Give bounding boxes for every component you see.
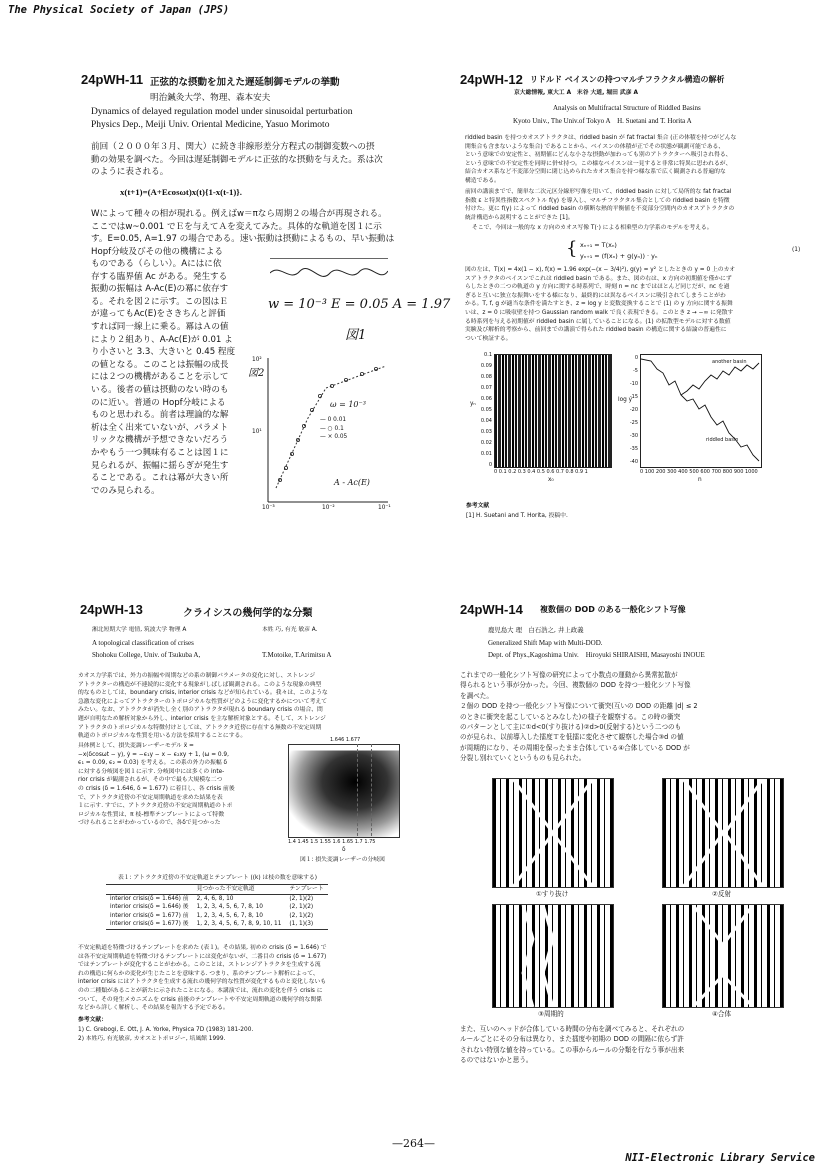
equation-number: (1) — [792, 247, 801, 253]
plot-legend — [320, 416, 347, 442]
handwritten-params: w = 10⁻³ E = 0.05 A = 1.97 — [268, 297, 451, 312]
text-line: り小さいと 3.3、大きいと 0.45 程度 — [91, 347, 236, 358]
tick-label: 0.09 — [480, 363, 492, 369]
fig-left-xlabel: x₀ — [548, 477, 554, 483]
text-line: のように表される。 — [91, 167, 169, 178]
caption-3: ③周期的 — [538, 1010, 564, 1018]
affiliation-en: Dept. of Phys.,Kagoshima Univ. Hiroyuki SHIRAISHI, Masayoshi INOUE — [488, 651, 705, 659]
text-line: ついて検証する。 — [465, 335, 512, 342]
text-line: ついて、その発生メカニズムを crisis 前後のテンプレートや不安定周期軌道の幾何学的な関係 — [78, 996, 322, 1003]
text-line: の crisis (δ = 1.646, δ = 1.677) に着目し、各 crisis 前後 — [78, 785, 235, 792]
plot-x-left: 10⁻³ — [262, 505, 275, 511]
legend-entry: — 0 0.01 — [320, 417, 347, 423]
text-line: みたい。なお、アトラクタが消失し全く別のアトラクタが現れる boundary crisis の場合、問 — [78, 707, 323, 714]
text-line: は各不安定周期軌道を特徴づけるテンプレートには変化がないが、二番目の crisis (δ = 1.677) — [78, 953, 327, 960]
reference-item: 1) C. Grebogi, E. Ott, J. A. Yorke, Physica 7D (1983) 181-200. — [78, 1027, 254, 1033]
fig-right-label-riddled: riddled basin — [706, 437, 739, 443]
title-en: Analysis on Multifractal Structure of Riddled Basins — [553, 104, 701, 112]
text-line: 的なものとしては、boundary crisis, interior crisis などが知られている。我々は、このような — [78, 690, 328, 697]
fig-right-xticks: 0 100 200 300 400 500 600 700 800 900 1000 — [640, 469, 758, 475]
text-line: 指数 ε と特異性指数スペクトル f(γ) を導入し、マルチフラクタル集合としての riddled basin を特徴 — [465, 197, 730, 204]
tick-label: -15 — [629, 394, 638, 400]
text-line: のが見られ、以前導入した擂度Ｔを低擂に変化させて観察した場合③d の値 — [460, 733, 684, 742]
equation-brace: { — [566, 238, 578, 259]
table-header-cell: テンプレート — [289, 886, 324, 892]
equation-line-1: xₙ₊₁ = T(xₙ) — [580, 241, 617, 249]
fig-right-xlabel: n — [698, 477, 702, 483]
caption-1: ①すり抜け — [536, 890, 569, 898]
figure-periodic — [492, 904, 614, 1008]
text-line: 急激な変化によってアトラクターのトポロジカルな性質がどのように変化するかについて考えて — [78, 698, 328, 705]
text-line: これまでの一般化シフト写像の研究によって小数点の運動から異常拡散が — [460, 671, 678, 679]
text-line: 動の効果を調べた。今回は遅延制御モデルに正弦的な摂動を与えた。系は次 — [91, 154, 383, 165]
tick-label: 0.08 — [480, 374, 492, 380]
text-line: る時系列を与える初期値が riddled basin に属していることになる。(1) の拡散型モデルに対する数値 — [465, 318, 731, 325]
text-line: ϵ₁ = 0.09, ϵ₂ = 0.03) を考える。この系の外力の振幅 δ — [78, 760, 228, 767]
text-line: ることである。これは冪が大きい所 — [91, 473, 229, 484]
text-line: アトラクターの構造が不連続的に変化する現象がしばしば観測される。このような現象の典型 — [78, 681, 322, 688]
fig-right-ylabel: log y — [618, 397, 633, 403]
paragraph-2 — [465, 188, 734, 222]
affiliation-en: Physics Dep., Meiji Univ. Oriental Medicine, Yasuo Morimoto — [91, 120, 330, 130]
text-line: 不安定軌道を特徴づけるテンプレートを求めた (表１)。その結果, 初めの crisis (δ = 1.646) で — [78, 945, 327, 951]
plot-y-top: 10² — [252, 357, 262, 363]
plot-x-mid: 10⁻² — [322, 505, 335, 511]
authors-jp: 本姓 巧, 有光 敏彦 A. — [262, 627, 318, 633]
abstract-title: リドルド ベイスンの持つマルチフラクタル構造の解析 — [530, 75, 725, 84]
tick-label: -25 — [629, 420, 638, 426]
text-line: るのではないかと思う。 — [460, 1056, 533, 1065]
reference-1: [1] H. Suetani and T. Horita, 投稿中. — [466, 513, 568, 519]
abstract-code: 24pWH-14 — [460, 602, 523, 617]
tick-label: 0.01 — [480, 451, 492, 457]
text-line: 題が自明なため解析対象から外し、interior crisis を主な解析対象とする。そして、ストレンジ — [78, 715, 326, 722]
text-line: 付けた。更に f(γ) によって riddled basin の横断な熱的平衡値を不変部分空間内のカオスアトラクタの — [465, 206, 735, 213]
plot-legend-title: ω = 10⁻³ — [330, 400, 366, 409]
abstract-title: 正弦的な摂動を加えた遅延制御モデルの挙動 — [150, 77, 340, 88]
table-cell: interior crisis(δ = 1.677) 前 — [110, 912, 189, 919]
text-line: ものである（らしい）。Aにはに依 — [91, 259, 222, 269]
text-line: 分裂し別れていくというものも見られた。 — [460, 754, 586, 763]
text-line: rior crisis が観測されるが、その中で最も大規模な二つ — [78, 777, 223, 784]
paragraph-2 — [78, 742, 278, 828]
table-cell: 2, 4, 6, 8, 10 — [196, 895, 234, 902]
text-line: １に示す. すでに、アトラクタ近傍の不安定周期軌道のトポ — [78, 803, 233, 810]
text-line: のパターンとして主に①d<0(すり抜ける)②d>0(反射する)という二つのも — [460, 723, 682, 732]
legend-entry: — × 0.05 — [320, 434, 348, 441]
plot-y-mid: 10¹ — [252, 429, 262, 435]
dod-trajectory-icon — [493, 779, 613, 887]
tick-label: 0 — [488, 462, 492, 468]
text-line: でのみ見られる。 — [91, 485, 160, 496]
tick-label: -40 — [629, 459, 638, 465]
table-cell: 1, 2, 3, 4, 5, 6, 7, 8, 9, 10, 11 — [196, 921, 282, 928]
handwritten-fig1: 図1 — [345, 328, 367, 343]
text-line: が周期的になり、その周期を保ったまま合体している④合体している DOD が — [460, 743, 690, 752]
bifurcation-top-labels: 1.646 1.677 — [330, 737, 361, 743]
text-line: 図の左は、T(x) = 4x(1 − x), f(x) = 1.96 exp(−(x − 3/4)²), g(y) = y² としたときの y = 0 上のカオ — [465, 267, 736, 273]
text-line: かる。T, f, g が適当な条件を満たすとき、z = log y と変数変換することで (1) の y 方向に関する振舞 — [465, 301, 733, 308]
text-line: riddled basin を持つカオスアトラクタは、riddled basin が fat fractal 集合 (正の体積を持つがどんな — [465, 135, 737, 141]
tick-label: 0.05 — [480, 407, 492, 413]
text-line: 開集合も含まないような集合) であることから、ベイスンの体積が正でその状態が観測可能である、 — [465, 143, 725, 150]
tick-label: 0.03 — [480, 429, 492, 435]
text-line: が違ってもAc(E)をさきちんと評価 — [91, 309, 226, 320]
text-line: ここではw~0.001 でＥを与えてＡを変えてみた。具体的な軌道を図１に示 — [91, 221, 382, 232]
text-line: という意味での不安定性を同時に併せ持つ。この様なベイスンは一見すると非常に特異に思われるが、 — [465, 160, 732, 167]
abstract-title: クライシスの幾何学的な分類 — [183, 608, 313, 619]
tick-label: -20 — [629, 407, 638, 413]
body-paragraph — [91, 208, 394, 258]
text-line: 構造である。 — [465, 177, 500, 184]
text-line: には２つの機構があることを示して — [91, 372, 229, 383]
tick-label: -30 — [629, 433, 638, 439]
text-line: interior crisis にはアトラクタを生成する流れの幾何学的な性質が変化するものと変化しないも — [78, 979, 327, 986]
caption-4: ④合体 — [712, 1010, 732, 1018]
caption-2: ②反射 — [712, 890, 732, 898]
text-line: ルールごとにその分布は異なり、また擂度や初期の DOD の間隔に依らず許 — [460, 1035, 684, 1044]
authors-jp: 明治鍼灸大学、物理、森本安夫 — [150, 93, 271, 103]
reference-item: 2) 本姓巧, 有光敏彦, カオスとトポロジー, 培風館 1999. — [78, 1035, 226, 1042]
fig-right-label-another: another basin — [712, 359, 747, 365]
text-line: 実験及び解析的考察から、前回までの講演で得られた riddled basin の構造に関する結論の普遍性に — [465, 327, 727, 334]
header-right: NII-Electronic Library Service — [625, 1152, 815, 1164]
figure-1-caption: 図１: 損失変調レーザーの分岐図 — [300, 857, 385, 863]
text-line: 統計構造から説明することができた [1]。 — [465, 214, 574, 221]
text-line: などから詳しく解析し、その結果を報告する予定である。 — [78, 1005, 229, 1012]
text-line: という意味での安定性と、初期値にどんな小さな摂動が加わっても別のアトラクターへ吸引され得る、 — [465, 152, 732, 159]
dod-trajectory-icon — [663, 779, 783, 887]
paragraph-1 — [460, 670, 698, 764]
title-en: Dynamics of delayed regulation model under sinusoidal perturbation — [91, 107, 353, 117]
affiliation-en: Kyoto Univ., The Univ.of Tokyo A H. Suetani and T. Horita A — [513, 117, 692, 125]
table-caption: 表１: アトラクタ近傍の不安定軌道とテンプレート ((k) は枝の数を意味する) — [118, 875, 317, 881]
riddled-basin-image — [494, 354, 612, 468]
text-line: により２組あり、A-Ac(E)が 0.01 よ — [91, 334, 233, 345]
text-line: のの二種類があることが新たに示されたことになる。本講演では、流れの変化を伴う crisis に — [78, 987, 323, 994]
tick-label: -35 — [629, 446, 638, 452]
fig-right-yticks — [626, 352, 638, 469]
title-en: Generalized Shift Map with Multi-DOD. — [488, 639, 603, 647]
dod-trajectory-icon — [663, 905, 783, 1007]
table-cell: interior crisis(δ = 1.646) 前 — [110, 895, 189, 902]
table-cell: (1, 1)(3) — [289, 921, 314, 928]
text-line: 振動の振幅は A-Ac(E)の冪に依存す — [91, 284, 229, 295]
paragraph-3 — [78, 944, 327, 1013]
text-line: のに近い。普通の Hopf分岐による — [91, 397, 226, 408]
bifurcation-xlabel: δ — [342, 847, 346, 853]
text-line: れの構造に何らかの変化が生じたことを意味する. つまり、系のテンプレート解析によって、 — [78, 970, 319, 977]
handwritten-fig2: 図2 — [248, 368, 265, 379]
text-line: −x(δcosωt − y), ẏ = −ϵ₁y − x − ϵ₂xy + 1, (ω = 0.9, — [78, 751, 229, 758]
fig-left-xticks: 0 0.1 0.2 0.3 0.4 0.5 0.6 0.7 0.8 0.9 1 — [494, 469, 588, 475]
abstract-code: 24pWH-13 — [80, 602, 143, 617]
tick-label: 0.02 — [480, 440, 492, 446]
text-line: カオス力学系では、外力の振幅や周期などの系の制御パラメータの変化に対し、ストレンジ — [78, 673, 316, 679]
table-row — [106, 894, 328, 903]
intro-paragraph — [91, 141, 383, 179]
references-list — [78, 1026, 253, 1043]
title-en: A topological classification of crises — [92, 639, 194, 647]
affiliation-en: Shohoku College, Univ. of Tsukuba A, — [92, 651, 201, 659]
text-line: 得られるという事が分かった。今回、複数個の DOD を持つ一般化シフト写像 — [460, 681, 691, 690]
figure-merge — [662, 904, 784, 1008]
authors-en: T.Motoike, T.Arimitsu A — [262, 651, 332, 659]
bifurcation-diagram — [288, 744, 400, 838]
text-line: 前回の講演までで、簡単な二次元区分線形写像を用いて、riddled basin に対して局所的な fat fractal — [465, 189, 732, 195]
text-line: らしたときの二つの軌道の y 方向に関する時系列で、時刻 n = nc まではほとんど同じだが、nc を過 — [465, 284, 730, 291]
table-cell: 1, 2, 3, 4, 5, 6, 7, 8, 10 — [196, 904, 263, 911]
paragraph-2 — [460, 1024, 684, 1066]
plot-xlabel: A - Ac(E) — [334, 478, 370, 487]
text-line: されない特別な値を持っている。この事からルールの分類を行なう事が出来 — [460, 1045, 685, 1054]
text-line: のときに衝突を起こしているとみなした)の様子を観察する。この時の衝突 — [460, 712, 681, 721]
text-line: かやもう一つ興味有ることは図１に — [91, 447, 229, 458]
orbit-template-table — [106, 884, 328, 930]
figure-reflection — [662, 778, 784, 888]
equation-line-2: yₙ₊₁ = (f(xₙ) + g(yₙ)) · yₙ — [580, 252, 658, 260]
text-line: ロジカルな性質は、π 枝-標準テンプレートによって特徴 — [78, 811, 225, 818]
text-line: ぎると互いに独立な振舞いをする様になり、最終的には異なるベイスンに吸引されてしまうことがわ — [465, 292, 726, 299]
text-line: アトラクタのトポロジカルな特徴付けとしては、アトラクタ近傍に存在する無数の不安定周期 — [78, 724, 322, 731]
text-line: づけられることがわかっているので、各δで見つかった — [78, 820, 221, 827]
authors-jp: 京大総情報, 東大工 A 末谷 大道, 堀田 武彦 A — [514, 90, 639, 96]
crisis-line-1646 — [357, 744, 358, 836]
text-line: すれば同一線上に乗る。冪はＡの値 — [91, 321, 229, 332]
text-line: ２個の DOD を持つ一般化シフト写像について衝突(互いの DOD の距離 |d| ≤ 2 — [460, 702, 698, 711]
plot-x-right: 10⁻¹ — [378, 505, 391, 511]
fig-left-ylabel: yₙ — [470, 401, 476, 407]
table-cell: (2, 1)(2) — [289, 904, 314, 911]
table-row — [106, 912, 328, 921]
text-line: 具体例として、損失変調レーザーモデル ẍ = — [78, 743, 194, 749]
dod-trajectory-icon — [493, 905, 613, 1007]
text-line: す。E=0.05, A=1.97 の場合である。速い振動は摂動によるもの、早い振動は — [91, 234, 395, 245]
text-line: の値となる。このことは振幅の成長 — [91, 359, 229, 370]
table-cell: interior crisis(δ = 1.646) 後 — [110, 904, 189, 911]
fig-left-yticks — [476, 350, 492, 471]
text-line: る。それを図２に示す。この図はＥ — [91, 296, 228, 307]
table-row — [106, 920, 328, 929]
text-line: に対する分岐図を図１に示す. 分岐図中には多くの inte- — [78, 768, 225, 775]
text-line: ではテンプレートが変化することがわかる。このことは、ストレンジアトラクタを生成する流 — [78, 962, 321, 969]
header-left: The Physical Society of Japan (JPS) — [8, 4, 230, 16]
text-line: で、アトラクタ近傍の不安定周期軌道を求めた結果を表 — [78, 794, 223, 801]
text-line: を調べた。 — [460, 691, 493, 700]
text-line: 結合カオス系など不変部分空間に閉じ込められたカオス集合を持つ様な系で広く観測される普遍的な — [465, 169, 726, 176]
text-line: ものと思われる。前者は理論的な解 — [91, 410, 229, 421]
text-line: いは、z = 0 に吸収壁を持つ Gaussian random walk で良く表現できる。このとき z → −∞ に発散す — [465, 309, 734, 316]
text-line: いる。後者の値は摂動のない時のも — [91, 384, 229, 395]
abstract-code: 24pWH-11 — [81, 72, 144, 87]
paragraph-3: そこで、今回は一般的な x 方向のカオス写像 T(·) による相乗型の力学系のモデルを考える。 — [472, 225, 713, 231]
text-line: スアトラクタのベイスンでこれは riddled basin である。また、図の右は、x 方向の初期値を僅かにず — [465, 275, 732, 282]
bifurcation-x-ticks: 1.4 1.45 1.5 1.55 1.6 1.65 1.7 1.75 — [288, 839, 376, 845]
crisis-line-1677 — [371, 744, 372, 836]
text-line: また、互いのヘッドが合体している時間の分布を調べてみると、それぞれの — [460, 1025, 685, 1033]
page-number: —264— — [392, 1137, 435, 1150]
text-line: Wによって種々の相が現れる。例えばw＝πなら周期２の場合が再現される。 — [91, 209, 387, 219]
table-row — [106, 903, 328, 912]
paragraph-4 — [465, 266, 735, 343]
text-line: 析は全く出来ていないが、パラメト — [91, 422, 229, 433]
tick-label: 0.04 — [480, 418, 492, 424]
time-series-plot — [640, 354, 762, 468]
text-line: リックな機構が予想できないだろう — [91, 435, 229, 446]
tick-label: 0.07 — [480, 385, 492, 391]
abstract-title: 複数個の DOD のある一般化シフト写像 — [540, 605, 686, 614]
text-line: 見られるが、振幅に揺らぎが発生す — [91, 460, 229, 471]
figure-slip-through — [492, 778, 614, 888]
text-line: 存する臨界値 Ac がある。発生する — [91, 271, 228, 282]
tick-label: -5 — [633, 368, 638, 374]
affiliation-jp: 湘北短期大学 電情, 筑波大学 物理 A — [92, 627, 187, 633]
table-header-row — [106, 885, 328, 895]
legend-entry: — ○ 0.1 — [320, 425, 344, 432]
text-line: 前回（２０００年３月、関大）に続き非線形差分方程式の制御変数への摂 — [91, 142, 375, 152]
table-cell: 1, 2, 3, 4, 5, 6, 7, 8, 10 — [196, 912, 263, 919]
text-line: Hopf分岐及びその他の機構による — [91, 246, 223, 257]
authors-jp: 鹿児島大 理 白石浩之, 井上政義 — [488, 626, 584, 634]
tick-label: -10 — [629, 381, 638, 387]
references-title: 参考文献 — [466, 503, 490, 509]
table-cell: (2, 1)(2) — [289, 895, 314, 902]
table-header-cell — [106, 885, 193, 895]
tick-label: 0.06 — [480, 396, 492, 402]
abstract-code: 24pWH-12 — [460, 72, 523, 87]
table-header-cell: 見つかった不安定軌道 — [196, 886, 255, 892]
text-line: 軌道のトポロジカルな性質を用いる方法を採用することにする。 — [78, 733, 247, 740]
table-cell: (2, 1)(2) — [289, 912, 314, 919]
references-title: 参考文献： — [78, 1017, 107, 1023]
paragraph-1 — [465, 134, 736, 186]
paragraph-1 — [78, 672, 328, 741]
table-cell: interior crisis(δ = 1.677) 後 — [110, 921, 189, 928]
tick-label: 0 — [634, 355, 638, 361]
equation: x(t+1)=(A+Ecosωt)x(t){1-x(t-1)}. — [120, 187, 242, 197]
tick-label: 0.1 — [484, 352, 492, 358]
